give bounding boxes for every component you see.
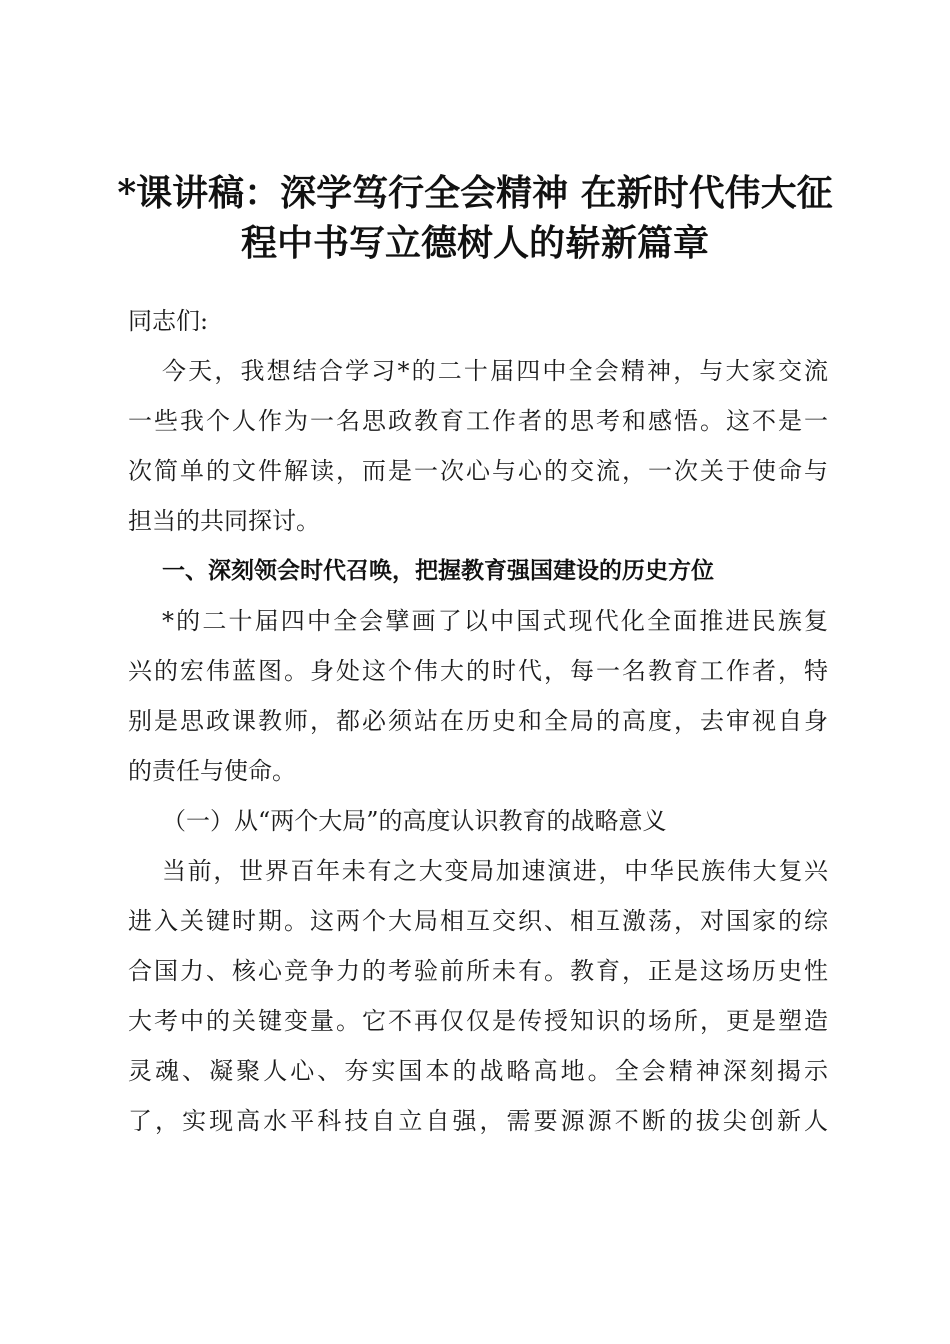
- paragraph-line: 进入关键时期。这两个大局相互交织、相互激荡，对国家的综: [128, 907, 828, 935]
- section-heading: 一、深刻领会时代召唤，把握教育强国建设的历史方位: [162, 558, 714, 584]
- paragraph-line: 当前，世界百年未有之大变局加速演进，中华民族伟大复兴: [162, 857, 828, 885]
- paragraph-line: 大考中的关键变量。它不再仅仅是传授知识的场所，更是塑造: [128, 1007, 828, 1035]
- paragraph-line: 担当的共同探讨。: [128, 507, 320, 535]
- paragraph-line: *的二十届四中全会擘画了以中国式现代化全面推进民族复: [162, 607, 828, 635]
- paragraph-line: 兴的宏伟蓝图。身处这个伟大的时代，每一名教育工作者，特: [128, 657, 828, 685]
- paragraph-line: 了，实现高水平科技自立自强，需要源源不断的拔尖创新人: [128, 1107, 828, 1135]
- paragraph-line: 合国力、核心竞争力的考验前所未有。教育，正是这场历史性: [128, 957, 828, 985]
- document-title-line-2: 程中书写立德树人的崭新篇章: [240, 222, 709, 264]
- paragraph-line: 别是思政课教师，都必须站在历史和全局的高度，去审视自身: [128, 707, 828, 735]
- paragraph-line: 一些我个人作为一名思政教育工作者的思考和感悟。这不是一: [128, 407, 828, 435]
- paragraph-line: 的责任与使命。: [128, 757, 296, 785]
- subsection-heading: （一）从“两个大局”的高度认识教育的战略意义: [162, 807, 667, 835]
- document-title-line-1: *课讲稿：深学笃行全会精神 在新时代伟大征: [117, 172, 833, 214]
- paragraph-line: 今天，我想结合学习*的二十届四中全会精神，与大家交流: [162, 357, 828, 385]
- paragraph-line: 次简单的文件解读，而是一次心与心的交流，一次关于使命与: [128, 457, 828, 485]
- paragraph-line: 灵魂、凝聚人心、夯实国本的战略高地。全会精神深刻揭示: [128, 1057, 828, 1085]
- salutation: 同志们:: [128, 307, 209, 335]
